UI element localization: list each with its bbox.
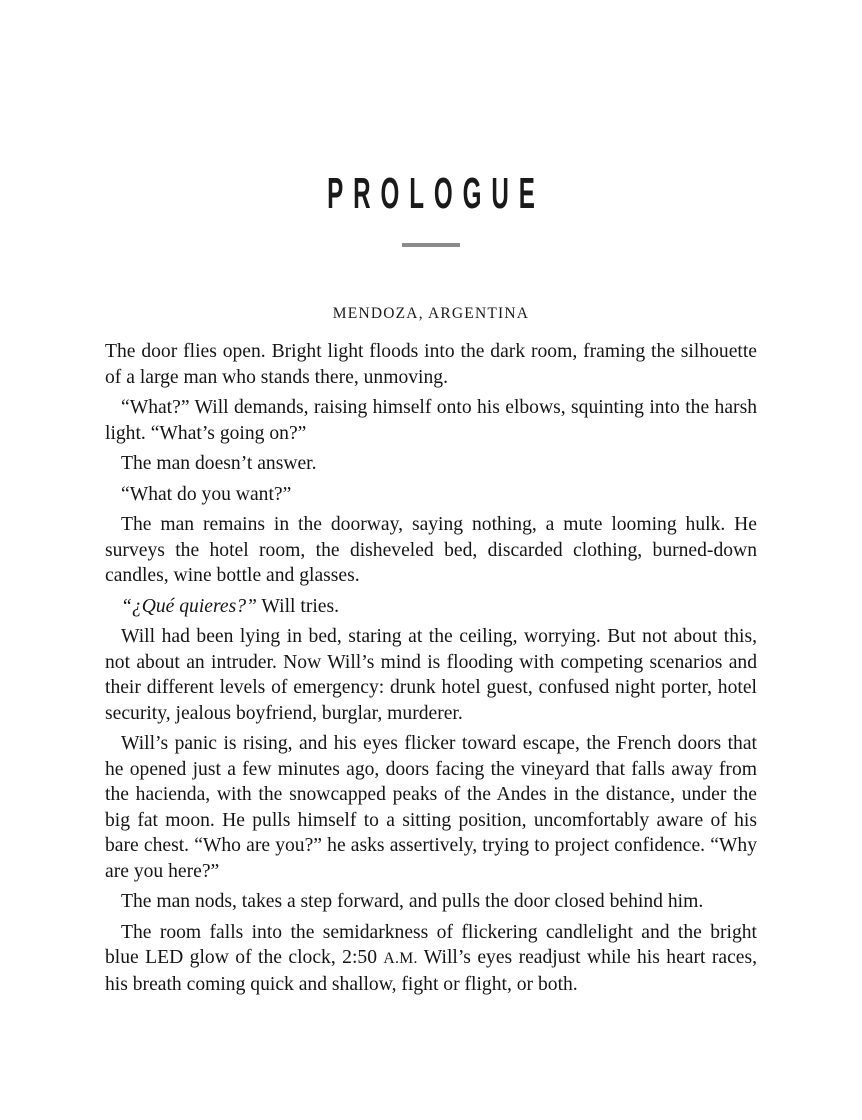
text-segment: “What?” Will demands, raising himself onto his elbows, squinting into the harsh light. “What’s going on?” bbox=[105, 397, 757, 444]
double-rule-ornament bbox=[402, 243, 460, 247]
text-segment: The door flies open. Bright light floods into the dark room, framing the silhouette of a large man who stands there, unmoving. bbox=[105, 341, 757, 388]
text-segment: Will tries. bbox=[256, 595, 340, 617]
paragraph bbox=[105, 451, 757, 477]
text-segment: The man nods, takes a step forward, and pulls the door closed behind him. bbox=[121, 891, 704, 912]
text-segment: The man doesn’t answer. bbox=[121, 453, 317, 474]
chapter-title: PROLOGUE bbox=[327, 169, 545, 218]
paragraph bbox=[105, 889, 757, 915]
paragraph bbox=[105, 624, 757, 726]
paragraph bbox=[105, 395, 757, 446]
paragraph bbox=[105, 594, 757, 620]
location-heading: MENDOZA, ARGENTINA bbox=[332, 305, 530, 322]
body-text bbox=[105, 339, 757, 997]
text-segment: The man remains in the doorway, saying nothing, a mute looming hulk. He surveys the hotel room, the disheveled bed, discarded clothing, burned-down candles, wine bottle and glasses. bbox=[105, 514, 757, 586]
text-segment: The room falls into the semidarkness of flickering candlelight and the bright blue LED glow of the clock, 2:50 bbox=[105, 921, 757, 968]
paragraph bbox=[105, 482, 757, 508]
text-segment: Will had been lying in bed, staring at the ceiling, worrying. But not about this, not about an intruder. Now Will’s mind is flooding with competing scenarios and their different levels of emergency: drunk hotel guest, confused night porter, hotel security, jealous boyfriend, burglar, murderer. bbox=[105, 626, 757, 724]
text-segment: Will’s eyes readjust while his heart races, his breath coming quick and shallow, fight or flight, or both. bbox=[105, 947, 757, 995]
text-segment: A.M. bbox=[383, 950, 418, 967]
paragraph bbox=[105, 920, 757, 998]
paragraph bbox=[105, 731, 757, 884]
book-page bbox=[0, 169, 862, 1120]
text-segment: Will’s panic is rising, and his eyes flicker toward escape, the French doors that he opened just a few minutes ago, doors facing the vineyard that falls away from the hacienda, with the snowcapped peaks of the Andes in the distance, under the big fat moon. He pulls himself to a sitting position, uncomfortably aware of his bare chest. “Who are you?” he asks assertively, trying to project confidence. “Why are you here?” bbox=[105, 733, 757, 882]
text-segment: “¿Qué quieres?” bbox=[121, 595, 257, 617]
paragraph bbox=[105, 512, 757, 589]
text-segment: “What do you want?” bbox=[121, 483, 292, 505]
paragraph bbox=[105, 339, 757, 390]
